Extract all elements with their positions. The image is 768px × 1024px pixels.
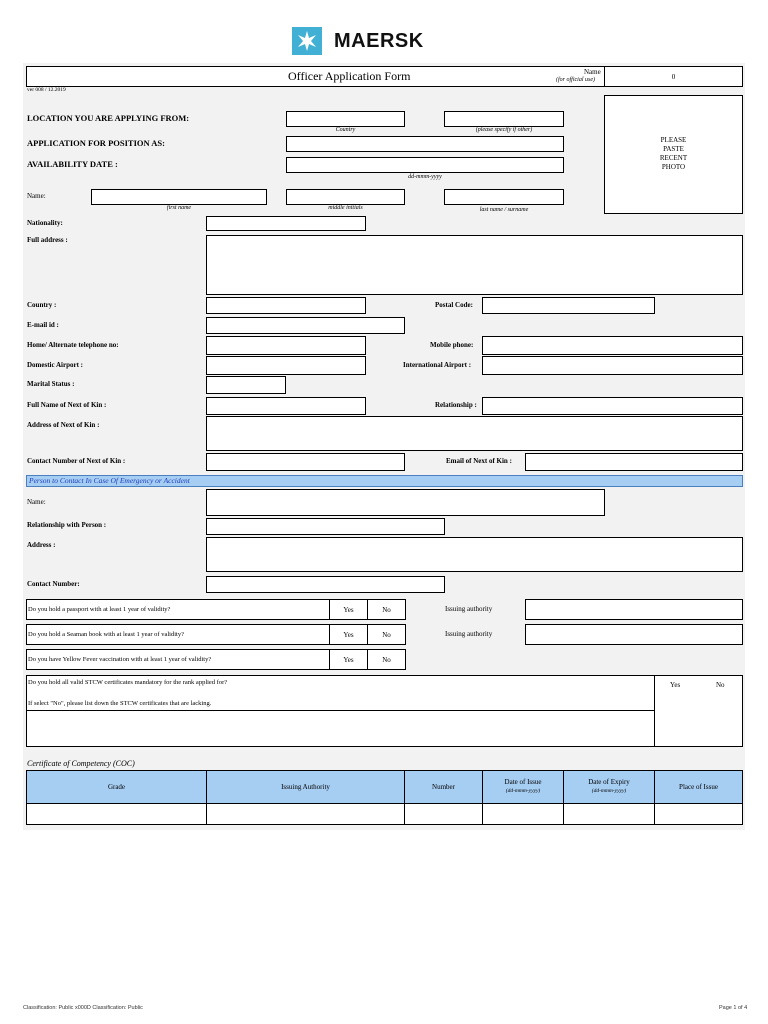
stcw-divider-vertical (654, 675, 655, 747)
coc-authority-label: Issuing Authority (281, 782, 330, 791)
stcw-question: Do you hold all valid STCW certificates mandatory for the rank applied for? (28, 679, 228, 686)
coc-header-expiry (563, 770, 655, 804)
stcw-no-label[interactable]: No (716, 681, 725, 689)
seaman-authority-field[interactable] (525, 624, 743, 645)
coc-cell-issue[interactable] (482, 803, 564, 825)
postal-code-field[interactable] (482, 297, 655, 314)
other-caption: (please specify if other) (475, 127, 533, 133)
mobile-phone-field[interactable] (482, 336, 743, 355)
relationship-field[interactable] (482, 397, 743, 415)
marital-status-field[interactable] (206, 376, 286, 394)
yellow-fever-no-label: No (382, 655, 391, 664)
home-phone-label: Home/ Alternate telephone no: (27, 341, 119, 349)
emergency-address-field[interactable] (206, 537, 743, 572)
form-title: Officer Application Form (288, 69, 411, 83)
yellow-fever-yes-label: Yes (343, 655, 354, 664)
official-use-caption: (for official use) (556, 77, 595, 83)
email-label: E-mail id : (27, 321, 59, 329)
photo-line-2: PASTE (663, 145, 684, 153)
position-field[interactable] (286, 136, 564, 152)
coc-cell-place[interactable] (654, 803, 743, 825)
intl-airport-field[interactable] (482, 356, 743, 375)
location-country-field[interactable] (286, 111, 405, 127)
marital-status-label: Marital Status : (27, 380, 75, 388)
coc-cell-grade[interactable] (26, 803, 207, 825)
coc-expiry-format: (dd-mmm-yyyy) (591, 788, 627, 794)
kin-email-field[interactable] (525, 453, 743, 471)
stcw-note: If select "No", please list down the STCW certificates that are lacking. (28, 700, 212, 707)
emergency-contact-label: Contact Number: (27, 580, 80, 588)
full-address-label: Full address : (27, 236, 68, 244)
relationship-label: Relationship : (435, 401, 477, 409)
emergency-section-title: Person to Contact In Case Of Emergency or Accident (29, 476, 190, 485)
availability-label: AVAILABILITY DATE : (27, 159, 118, 169)
middle-name-caption: middle initials (328, 205, 363, 211)
emergency-address-label: Address : (27, 541, 56, 549)
coc-cell-expiry[interactable] (563, 803, 655, 825)
country-label: Country : (27, 301, 57, 309)
home-phone-field[interactable] (206, 336, 366, 355)
yellow-fever-question: Do you have Yellow Fever vaccination with at least 1 year of validity? (28, 656, 212, 663)
domestic-airport-label: Domestic Airport : (27, 361, 83, 369)
intl-airport-label: International Airport : (403, 361, 472, 369)
coc-cell-authority[interactable] (206, 803, 405, 825)
kin-name-field[interactable] (206, 397, 366, 415)
coc-issue-format: (dd-mmm-yyyy) (505, 788, 541, 794)
location-label: LOCATION YOU ARE APPLYING FROM: (27, 113, 190, 123)
coc-expiry-label: Date of Expiry (588, 778, 630, 786)
photo-line-4: PHOTO (661, 163, 686, 171)
seaman-no-label: No (382, 630, 391, 639)
seaman-question: Do you hold a Seaman book with at least 1 year of validity? (28, 631, 184, 638)
emergency-relationship-label: Relationship with Person : (27, 521, 107, 529)
date-caption: dd-mmm-yyyy (408, 174, 442, 180)
first-name-caption: first name (166, 205, 192, 211)
coc-header-issue (482, 770, 564, 804)
name-field-label: Name: (27, 192, 46, 200)
kin-email-label: Email of Next of Kin : (446, 457, 512, 465)
coc-place-label: Place of Issue (679, 782, 718, 791)
coc-issue-label: Date of Issue (504, 778, 542, 786)
passport-no-cell[interactable] (367, 599, 406, 620)
passport-yes-label: Yes (343, 605, 354, 614)
yellow-fever-yes-cell[interactable] (329, 649, 368, 670)
passport-authority-field[interactable] (525, 599, 743, 620)
seaman-authority-label: Issuing authority (445, 630, 493, 638)
last-name-field[interactable] (444, 189, 564, 205)
country-field[interactable] (206, 297, 366, 314)
official-name-field[interactable] (604, 66, 743, 87)
coc-header-number (404, 770, 483, 804)
coc-header-authority (206, 770, 405, 804)
stcw-lacking-field[interactable] (27, 711, 654, 746)
seaman-no-cell[interactable] (367, 624, 406, 645)
location-other-field[interactable] (444, 111, 564, 127)
logo-text: MAERSK (334, 30, 424, 52)
emergency-name-label: Name: (27, 498, 46, 506)
footer-classification: Classification: Public x000D Classification: Public (23, 1005, 143, 1011)
official-name-value: 0 (671, 72, 676, 81)
stcw-yes-label[interactable]: Yes (670, 681, 681, 689)
passport-authority-label: Issuing authority (445, 605, 493, 613)
footer-page-number: Page 1 of 4 (719, 1005, 748, 1011)
photo-line-1: PLEASE (660, 136, 687, 144)
coc-header-grade (26, 770, 207, 804)
maersk-logo (292, 27, 432, 55)
kin-name-label: Full Name of Next of Kin : (27, 401, 107, 409)
position-label: APPLICATION FOR POSITION AS: (27, 138, 165, 148)
emergency-section-header (26, 475, 743, 487)
postal-code-label: Postal Code: (435, 301, 473, 309)
name-label: Name (584, 68, 601, 76)
maersk-star-icon (292, 27, 322, 55)
photo-box[interactable] (604, 95, 743, 214)
kin-address-field[interactable] (206, 416, 743, 451)
nationality-label: Nationality: (27, 219, 63, 227)
email-field[interactable] (206, 317, 405, 334)
kin-contact-field[interactable] (206, 453, 405, 471)
kin-contact-label: Contact Number of Next of Kin : (27, 457, 126, 465)
kin-address-label: Address of Next of Kin : (27, 421, 100, 429)
emergency-name-field[interactable] (206, 489, 605, 516)
coc-grade-label: Grade (107, 782, 126, 791)
coc-header-place (654, 770, 743, 804)
availability-field[interactable] (286, 157, 564, 173)
coc-title: Certificate of Competency (COC) (27, 759, 135, 768)
full-address-field[interactable] (206, 235, 743, 295)
nationality-field[interactable] (206, 216, 366, 231)
first-name-field[interactable] (91, 189, 267, 205)
yellow-fever-no-cell[interactable] (367, 649, 406, 670)
seaman-yes-label: Yes (343, 630, 354, 639)
photo-line-3: RECENT (659, 154, 688, 162)
domestic-airport-field[interactable] (206, 356, 366, 375)
country-caption: Country (335, 127, 356, 133)
mobile-phone-label: Mobile phone: (430, 341, 474, 349)
emergency-contact-field[interactable] (206, 576, 445, 593)
passport-no-label: No (382, 605, 391, 614)
version-text: ver 008 / 12.2019 (27, 87, 66, 93)
passport-yes-cell[interactable] (329, 599, 368, 620)
coc-cell-number[interactable] (404, 803, 483, 825)
coc-number-label: Number (432, 782, 455, 791)
emergency-relationship-field[interactable] (206, 518, 445, 535)
last-name-caption: last name / surname (479, 207, 529, 213)
middle-name-field[interactable] (286, 189, 405, 205)
seaman-yes-cell[interactable] (329, 624, 368, 645)
passport-question: Do you hold a passport with at least 1 year of validity? (28, 606, 171, 613)
